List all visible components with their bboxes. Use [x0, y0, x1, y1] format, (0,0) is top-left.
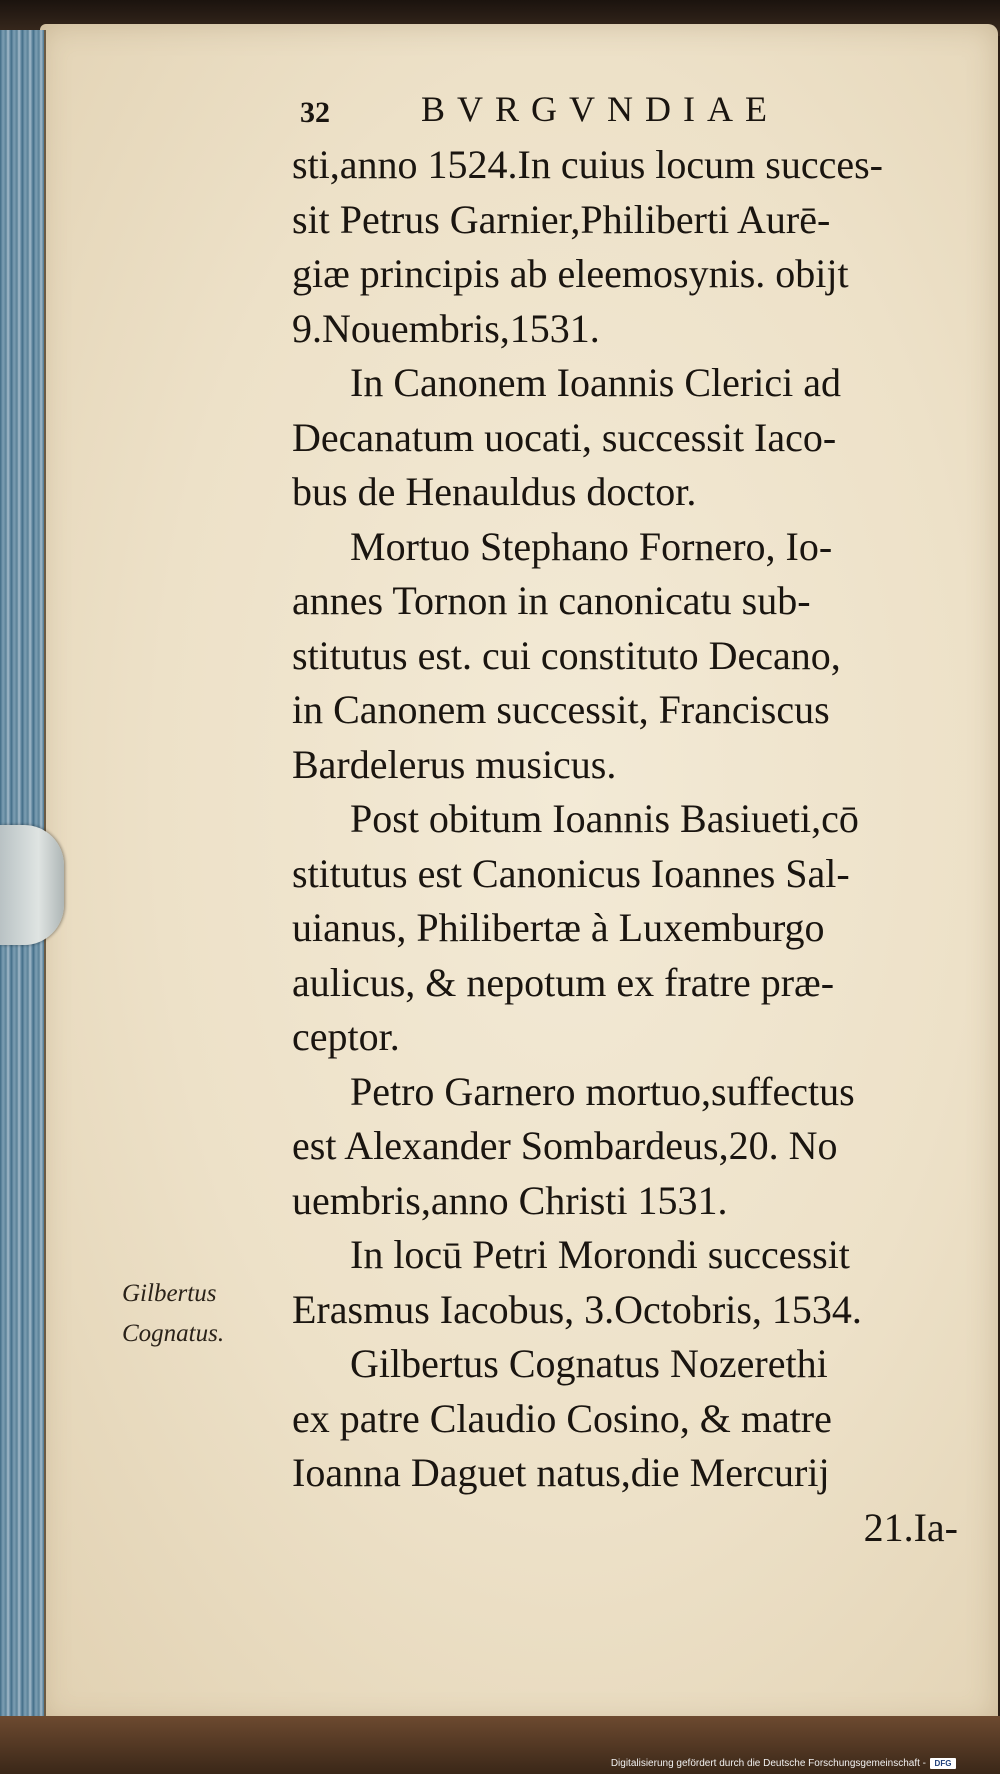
text-line: sti,anno 1524.In cuius locum succes-: [292, 142, 883, 187]
text-line: In Canonem Ioannis Clerici ad: [350, 360, 841, 405]
marginal-note: [122, 1274, 272, 1354]
text-line: uianus, Philibertæ à Luxemburgo: [292, 905, 825, 950]
text-line: ex patre Claudio Cosino, & matre: [292, 1395, 832, 1441]
text-line: sit Petrus Garnier,Philiberti Aurē-: [292, 196, 831, 242]
book-clasp: [0, 825, 64, 945]
text-line: est Alexander Sombardeus,20. No: [292, 1123, 838, 1168]
text-line: In locū Petri Morondi successit: [350, 1232, 850, 1277]
catchword: 21.Ia-: [863, 1504, 958, 1550]
text-line: Decanatum uocati, successit Iaco-: [292, 414, 837, 460]
text-line: bus de Henauldus doctor.: [292, 469, 697, 514]
text-line: Petro Garnero mortuo,suffectus: [350, 1068, 855, 1114]
running-head: BVRGVNDIAE: [421, 89, 779, 129]
text-line: 9.Nouembris,1531.: [292, 305, 600, 351]
page-header: [300, 88, 860, 134]
credit-text: Digitalisierung gefördert durch die Deutsche Forschungsgemeinschaft -: [610, 1758, 926, 1769]
text-line: Post obitum Ioannis Basiueti,cō: [350, 796, 859, 841]
text-line: Bardelerus musicus.: [292, 741, 617, 787]
text-line: uembris,anno Christi 1531.: [292, 1177, 728, 1223]
text-line: in Canonem successit, Franciscus: [292, 687, 830, 732]
text-line: aulicus, & nepotum ex fratre præ-: [292, 959, 835, 1005]
text-line: ceptor.: [292, 1014, 400, 1059]
page-number: 32: [300, 96, 330, 129]
dfg-logo-icon: DFG: [930, 1758, 956, 1769]
text-line: Erasmus Iacobus, 3.Octobris, 1534.: [292, 1286, 862, 1332]
text-line: Ioanna Daguet natus,die Mercurij: [292, 1450, 830, 1495]
text-line: giæ principis ab eleemosynis. obijt: [292, 251, 849, 296]
body-text: [292, 138, 964, 1555]
text-line: annes Tornon in canonicatu sub-: [292, 578, 811, 623]
text-line: stitutus est Canonicus Ioannes Sal-: [292, 850, 850, 896]
marginal-note-line: Cognatus.: [122, 1320, 225, 1347]
text-line: stitutus est. cui constituto Decano,: [292, 632, 841, 678]
marginal-note-line: Gilbertus: [122, 1280, 217, 1307]
digitization-credit: [611, 1758, 956, 1769]
text-line: Gilbertus Cognatus Nozerethi: [350, 1341, 828, 1386]
text-line: Mortuo Stephano Fornero, Io-: [350, 523, 833, 569]
